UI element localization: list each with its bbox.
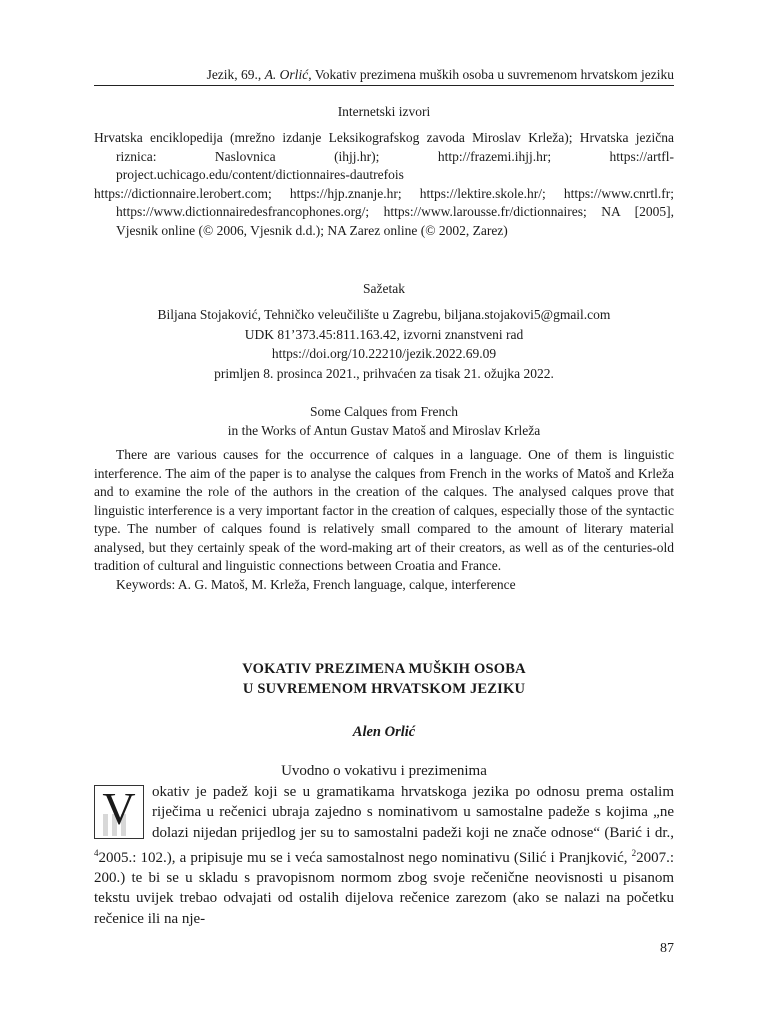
abstract-text: There are various causes for the occurrence of calques in a language. One of them is linguistic interference. The aim of the paper is to analyse the calques from French in the works of Matoš and Krleža and to examine the role of the authors in the creation of the calques. The analysed calques prove that linguistic interference is a very important factor in the creation of calques, especially those of the syntactic type. The number of calques found is relatively small compared to the amount of literary material analysed, but they certainly speak of the word-making art of their creators, as well as of the centuries-old tradition of cultural and linguistic connections between Croatia and France. xyxy=(94,447,674,573)
summary-author-line: Biljana Stojaković, Tehničko veleučilište u Zagrebu, biljana.stojakovi5@gmail.com xyxy=(157,307,611,322)
english-title xyxy=(94,403,674,440)
article-body xyxy=(94,782,674,929)
doi-line: https://doi.org/10.22210/jezik.2022.69.09 xyxy=(271,346,497,361)
english-abstract xyxy=(94,446,674,594)
dropcap xyxy=(94,785,144,839)
article-title xyxy=(94,660,674,699)
article-author: Alen Orlić xyxy=(352,724,416,740)
body-text-part1: okativ je padež koji se u gramatikama hrvatskoga jezika po odnosu prema ostalim riječima u rečenici ubraja zajedno s nominativom u samostalne padeže s kojima „ne dolazi nijedan prijedlog jer su to samostalni padeži koji ne znače odnose“ (Barić i dr., xyxy=(152,784,674,841)
sources-list xyxy=(94,129,674,240)
english-title-line2: in the Works of Antun Gustav Matoš and Miroslav Krleža xyxy=(227,422,541,438)
running-header xyxy=(94,66,674,86)
body-text-part2: 2005.: 102.), a pripisuje mu se i veća samostalnost nego nominativu (Silić i Pranjković, xyxy=(98,849,632,866)
page-number: 87 xyxy=(660,941,674,956)
udk-line: UDK 81’373.45:811.163.42, izvorni znanstveni rad xyxy=(244,326,524,342)
keywords-text: Keywords: A. G. Matoš, M. Krleža, French language, calque, interference xyxy=(116,576,516,592)
source-entry: https://dictionnaire.lerobert.com; https://hjp.znanje.hr; https://lektire.skole.hr/; https://www.cnrtl.fr; https://www.dictionnairedesfrancophones.org/; https://www.larousse.fr/dictionnaires; NA [2005], Vjesnik online (© 2006, Vjesnik d.d.); NA Zarez online (© 2002, Zarez) xyxy=(94,185,674,238)
header-author: A. Orlić xyxy=(264,67,309,82)
article-metadata xyxy=(94,305,674,383)
page xyxy=(94,0,674,1024)
header-journal: Jezik, 69., xyxy=(206,67,265,82)
english-title-line1: Some Calques from French xyxy=(309,404,459,419)
summary-heading: Sažetak xyxy=(363,281,405,296)
dates-line: primljen 8. prosinca 2021., prihvaćen za tisak 21. ožujka 2022. xyxy=(214,365,554,381)
article-title-line1: VOKATIV PREZIMENA MUŠKIH OSOBA xyxy=(242,661,526,677)
section-heading: Uvodno o vokativu i prezimenima xyxy=(281,763,487,779)
dropcap-letter: V xyxy=(102,785,136,834)
edition-superscript: 4 xyxy=(94,847,99,858)
edition-superscript: 2 xyxy=(631,847,637,858)
body-text-part3: 2007.: 200.) te bi se u skladu s pravopisnom normom zbog svoje rečenične neovisnosti u pisanom tekstu uvijek trebao odvajati od ostalih dijelova rečenice zarezom (ako se nalazi na početku rečenice ili na nje- xyxy=(94,849,674,927)
sources-heading: Internetski izvori xyxy=(337,104,431,119)
header-title: , Vokativ prezimena muških osoba u suvremenom hrvatskom jeziku xyxy=(308,67,674,82)
source-entry: Hrvatska enciklopedija (mrežno izdanje Leksikografskog zavoda Miroslav Krleža); Hrvatska jezična riznica: Naslovnica (ihjj.hr); http://frazemi.ihjj.hr; https://artfl-project.uchicago.edu/content/dictionnaires-dautrefois xyxy=(94,130,674,182)
article-title-line2: U SUVREMENOM HRVATSKOM JEZIKU xyxy=(242,680,526,697)
